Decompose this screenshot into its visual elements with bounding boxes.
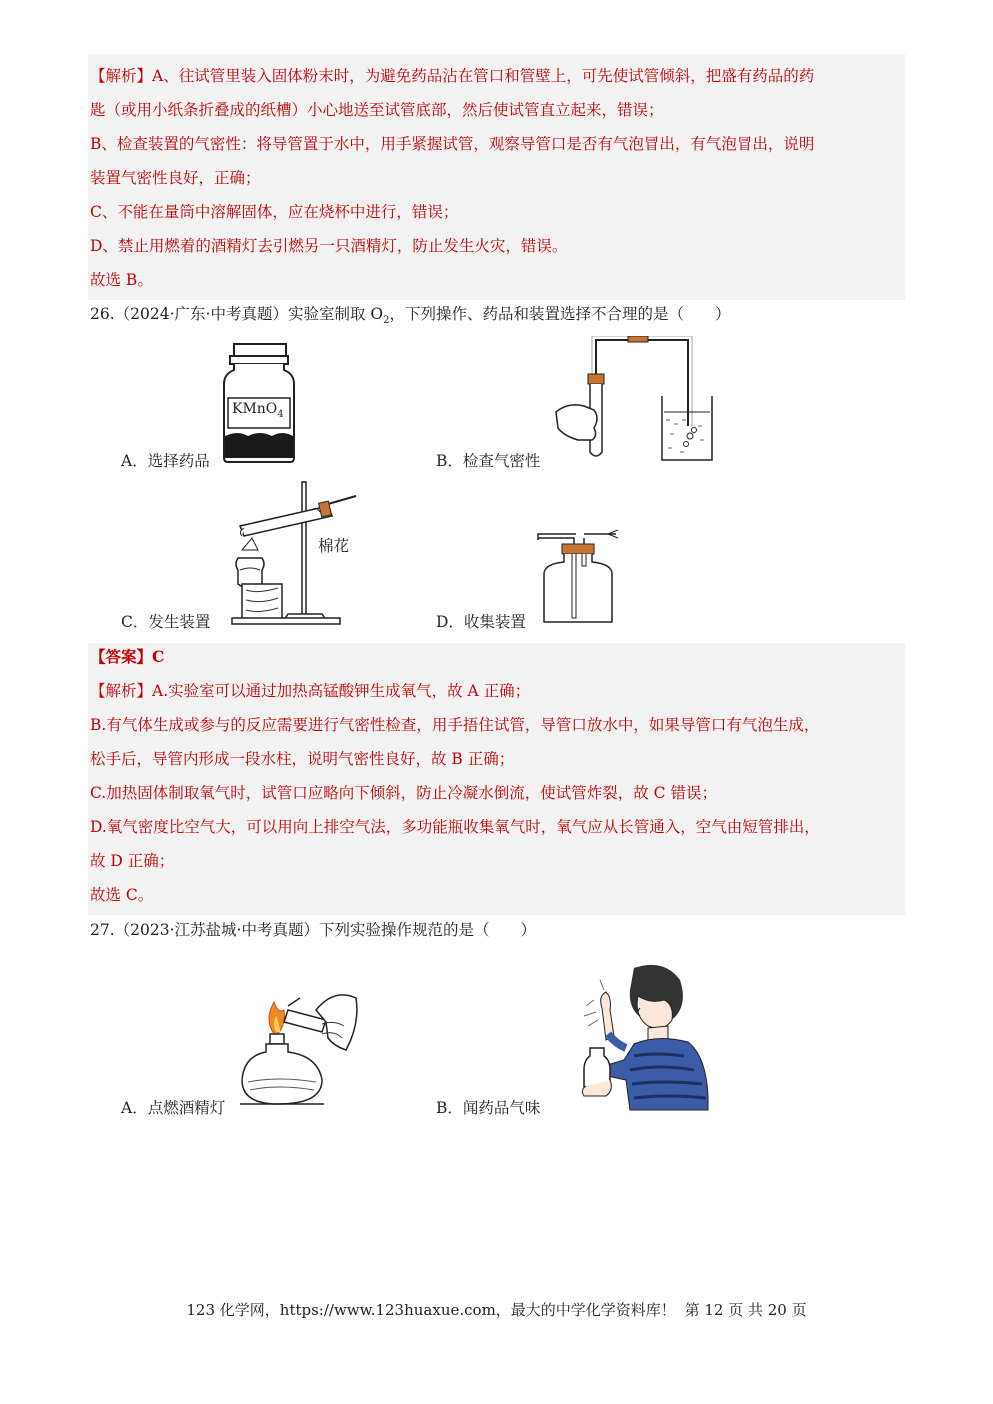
- analysis-line: 松手后，导管内形成一段水柱，说明气密性良好，故 B 正确；: [90, 750, 515, 768]
- lighting-alcohol-lamp-figure: [238, 984, 360, 1110]
- stem-suffix: ，下列操作、药品和装置选择不合理的是（ ）: [389, 305, 731, 323]
- option-26-d: D．收集装置: [436, 613, 526, 631]
- analysis-line: 故选 B。: [90, 271, 153, 289]
- analysis-block-q25: [88, 54, 905, 300]
- option-26-c: C．发生装置: [121, 613, 211, 631]
- cotton-label: 棉花: [318, 537, 350, 555]
- option-27-b: B．闻药品气味: [436, 1099, 541, 1117]
- question-27-stem: 27.（2023·江苏盐城·中考真题）下列实验操作规范的是（ ）: [90, 921, 536, 939]
- question-26-stem: [90, 302, 730, 326]
- stem-subscript: 2: [383, 315, 390, 327]
- collection-bottle-figure: [534, 526, 624, 628]
- footer-page-number: 第 12 页 共 20 页: [684, 1301, 807, 1319]
- analysis-line: 【解析】A.实验室可以通过加热高锰酸钾生成氧气，故 A 正确；: [90, 682, 531, 700]
- option-26-a: A．选择药品: [121, 452, 210, 470]
- analysis-line: B.有气体生成或参与的反应需要进行气密性检查，用手捂住试管，导管口放水中，如果导管口有气泡生成，: [90, 716, 820, 734]
- page-footer: [0, 1299, 993, 1320]
- analysis-line: D.氧气密度比空气大，可以用向上排空气法，多功能瓶收集氧气时，氧气应从长管通入，空气由短管排出，: [90, 818, 820, 836]
- kmno4-label: KMnO$_4$: [232, 401, 284, 420]
- smelling-reagent-figure: [564, 960, 712, 1112]
- footer-site: 123 化学网，https://www.123huaxue.com，最大的中学化学资料库！: [186, 1301, 676, 1319]
- option-27-a: A．点燃酒精灯: [121, 1099, 226, 1117]
- stem-prefix: 26.（2024·广东·中考真题）实验室制取 O: [90, 305, 384, 323]
- analysis-line: D、禁止用燃着的酒精灯去引燃另一只酒精灯，防止发生火灾，错误。: [90, 237, 568, 255]
- answer-block-q26: [88, 643, 905, 915]
- analysis-line: C、不能在量筒中溶解固体，应在烧杯中进行，错误；: [90, 203, 459, 221]
- answer-label: 【答案】C: [90, 647, 165, 666]
- analysis-line: 故选 C。: [90, 886, 154, 904]
- analysis-line: 装置气密性良好，正确；: [90, 169, 261, 187]
- analysis-line: 故 D 正确；: [90, 852, 175, 870]
- analysis-line: 【解析】A、往试管里装入固体粉末时，为避免药品沾在管口和管壁上，可先使试管倾斜，把盛有药品的药: [90, 67, 815, 85]
- option-26-b: B．检查气密性: [436, 452, 541, 470]
- analysis-line: B、检查装置的气密性：将导管置于水中，用手紧握试管，观察导管口是否有气泡冒出，有气泡冒出，说明: [90, 135, 815, 153]
- analysis-line: C.加热固体制取氧气时，试管口应略向下倾斜，防止冷凝水倒流，使试管炸裂，故 C 错误；: [90, 784, 717, 802]
- analysis-line: 匙（或用小纸条折叠成的纸槽）小心地送至试管底部，然后使试管直立起来，错误；: [90, 101, 664, 119]
- airtightness-check-figure: [554, 336, 714, 466]
